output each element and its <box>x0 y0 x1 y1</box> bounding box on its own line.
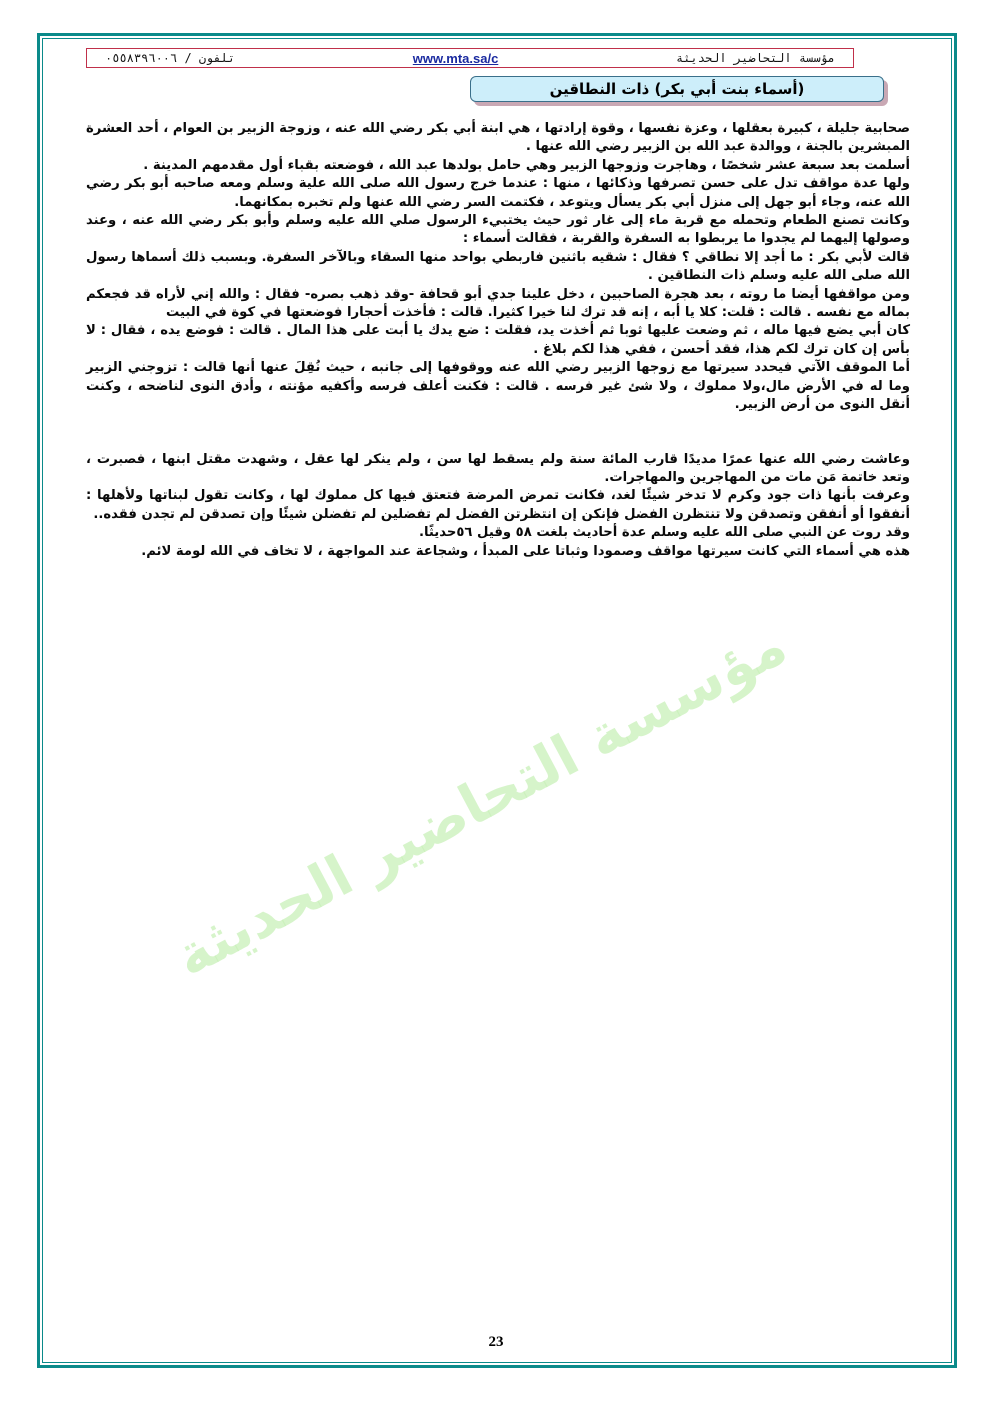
paragraph: ولها عدة مواقف تدل على حسن تصرفها وذكائها ، منها : عندما خرج رسول الله صلى الله علية وسلم ومعه صاحبه أبو بكر رضي الله عنه، وجاء أبو جهل إلى منزل أبي بكر يسأل ويتوعد ، فكتمت السر رضي الله عنها ولم تخبره بمكانهما. <box>86 176 910 210</box>
title-banner <box>470 76 890 108</box>
paragraph: هذه هي أسماء التي كانت سيرتها مواقف وصمودا وثباتا على المبدأ ، وشجاعة عند المواجهة ، لا تخاف في الله لومة لائم. <box>141 543 910 559</box>
page-title: (أسماء بنت أبي بكر) ذات النطاقين <box>470 76 884 102</box>
paragraph: وعرفت بأنها ذات جود وكرم لا تدخر شيئًا لغد، فكانت تمرض المرضة فتعتق فيها كل مملوك لها ، وكانت تقول لبناتها ولأهلها : أنفقوا أو أنفقن وتصدقن ولا تنتظرن الفضل فإنكن إن انتظرتن الفضل لم تفضلين لم تفضلن شيئًا وإن تصدقن لم تجدن فقده.. <box>86 488 910 522</box>
paragraph: أسلمت بعد سبعة عشر شخصًا ، وهاجرت وزوجها الزبير وهي حامل بولدها عبد الله ، فوضعته بقباء أول مقدمهم المدينة . <box>143 157 910 173</box>
paragraph: كان أبي يضع فيها ماله ، ثم وضعت عليها ثوبا ثم أخذت يد، فقلت : ضع يدك يا أبت على هذا المال . قالت : فوضع يده ، فقال : لا بأس إن كان ترك لكم هذا، فقد أحسن ، ففي هذا لكم بلاغ . <box>86 323 910 357</box>
header-phone: تلفون / ٠٥٥٨٣٩٦٠٠٦ <box>105 51 236 65</box>
paragraph: أما الموقف الآتي فيحدد سيرتها مع زوجها الزبير رضي الله عنه ووقوفها إلى جانبه ، حيث نُقِلَ عنها أنها قالت : تزوجني الزبير وما له في الأرض مال،ولا مملوك ، ولا شئ غير فرسه . قالت : فكنت أعلف فرسه وأكفيه مؤنته ، وأدق النوى لناضحه ، وكنت أنقل النوى من أرض الزبير. <box>86 360 910 413</box>
page-number: 23 <box>488 1334 504 1350</box>
paragraph: وكانت تصنع الطعام وتحمله مع قربة ماء إلى غار ثور حيث يختبيء الرسول صلي الله عليه وسلم وأبو بكر رضي الله عنه ، وعند وصولها إليهما لم يجدوا ما يربطوا به السفرة والقربة ، فقالت أسماء : <box>86 213 910 247</box>
article-body <box>86 120 910 561</box>
paragraph: ومن مواقفها أيضا ما روته ، بعد هجرة الصاحبين ، دخل علينا جدي أبو قحافة -وقد ذهب بصره- فقال : والله إني لأراه قد فجعكم بماله مع نفسه . قالت : قلت: كلا يا أبه ، إنه قد ترك لنا خيرا كثيرا. قالت : فأخذت أحجارا فوضعتها في كوة في البيت <box>86 286 910 321</box>
page-header <box>86 48 854 68</box>
header-url-link[interactable]: www.mta.sa/c <box>412 50 499 66</box>
paragraph: وقد روت عن النبي صلى الله عليه وسلم عدة أحاديث بلغت ٥٨ وقيل ٥٦حديثًا. <box>418 525 910 541</box>
watermark-text: مؤسسة التحاضير الحديثة <box>164 612 797 991</box>
header-org: مؤسسة التحاضير الحديثة <box>676 51 835 65</box>
paragraph: وعاشت رضي الله عنها عمرًا مديدًا قارب المائة سنة ولم يسقط لها سن ، ولم ينكر لها عقل ، وشهدت مقتل ابنها ، فصبرت ، وتعد خاتمة مَن مات من المهاجرين والمهاجرات. <box>86 451 910 485</box>
paragraph: قالت لأبي بكر : ما أجد إلا نطاقي ؟ فقال : شقيه باثنين فاربطي بواحد منها السقاء وبالآخر السفرة. وبسبب ذلك أسماها رسول الله صلى الله عليه وسلم ذات النطاقين . <box>86 249 910 284</box>
paragraph: صحابية جليلة ، كبيرة بعقلها ، وعزة نفسها ، وقوة إرادتها ، هي ابنة أبي بكر رضي الله عنه ، وزوجة الزبير بن العوام ، أحد العشرة المبشرين بالجنة ، ووالدة عبد الله بن الزبير رضي الله عنها . <box>86 121 910 155</box>
